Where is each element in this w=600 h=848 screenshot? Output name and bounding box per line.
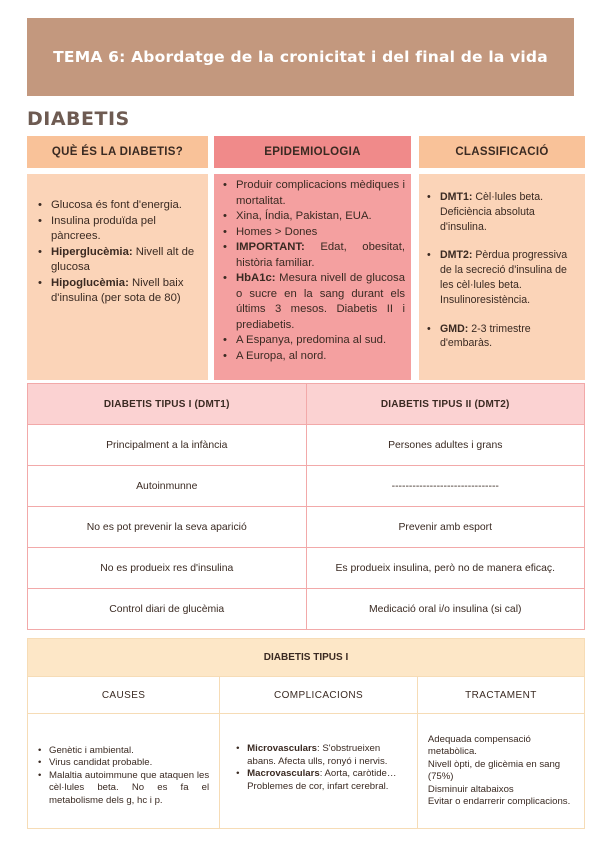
list-item: • Glucosa és font d'energia. [38,198,200,214]
comparison-table [27,383,585,630]
epidemiology-box [214,174,411,380]
treatment-line: Evitar o endarrerir complicacions. [427,796,571,807]
causes-cell [28,714,220,829]
table-cell: No es pot prevenir la seva aparició [28,507,307,548]
list-item: • Hipoglucèmia: Nivell baix d'insulina (per sota de 80) [38,276,200,307]
column-header-causes: CAUSES [28,677,220,714]
column-header-dmt1: DIABETIS TIPUS I (DMT1) [28,384,307,425]
table-cell: Medicació oral i/o insulina (si cal) [306,589,585,630]
list-item: • Homes > Dones [223,225,405,241]
heading-label: QUÈ ÉS LA DIABETIS? [51,146,184,158]
classification-box [419,174,585,380]
list-item: • GMD: 2-3 trimestre d'embaràs. [427,322,579,352]
treatment-cell [417,714,584,829]
heading-epidemiology [214,136,411,168]
table-row [28,714,585,829]
list-item: • A Espanya, predomina al sud. [223,333,405,349]
column-header-treatment: TRACTAMENT [417,677,584,714]
table-cell: Es produeix insulina, però no de manera eficaç. [306,548,585,589]
treatment-line: Disminuir altabaixos [427,783,514,795]
list-item: • Microvasculars: S'obstrueixen abans. Afecta ulls, ronyó i nervis. [236,743,405,768]
list-item: • Insulina produïda pel pàncrees. [38,214,200,245]
table-cell: Control diari de glucèmia [28,589,307,630]
list-item: • Hiperglucèmia: Nivell alt de glucosa [38,245,200,276]
table-cell: Autoinmunne [28,466,307,507]
heading-label: EPIDEMIOLOGIA [264,146,361,158]
list-item: • Xina, Índia, Pakistan, EUA. [223,209,405,225]
page-title-banner [27,18,574,96]
page-title: TEMA 6: Abordatge de la cronicitat i del final de la vida [53,48,548,66]
what-is-diabetes-list [38,198,200,307]
heading-classification [419,136,585,168]
heading-what-is-diabetes [27,136,208,168]
causes-list [38,745,209,808]
treatment-line: Nivell òpti, de glicèmia en sang (75%) [427,758,561,782]
section-title: DIABETIS [27,108,130,130]
list-item: • Virus candidat probable. [38,757,209,770]
list-item: • Macrovasculars: Aorta, caròtide… Problemes de cor, infart cerebral. [236,768,405,793]
column-header-complications: COMPLICACIONS [220,677,418,714]
table-cell: Principalment a la infància [28,425,307,466]
table-cell: Prevenir amb esport [306,507,585,548]
table-header-row [28,677,585,714]
type1-title: DIABETIS TIPUS I [28,639,585,677]
complications-list [236,743,405,793]
treatment-line: Adequada compensació metabòlica. [427,733,531,757]
what-is-diabetes-box [27,174,208,380]
table-row [28,466,585,507]
list-item: • IMPORTANT: Edat, obesitat, història familiar. [223,240,405,271]
list-item: • DMT2: Pèrdua progressiva de la secreció d'insulina de les cèl·lules beta. Insulinoresistència. [427,248,579,307]
heading-label: CLASSIFICACIÓ [455,146,549,158]
table-cell: No es produeix res d'insulina [28,548,307,589]
table-title-row [28,639,585,677]
table-row [28,548,585,589]
list-item: • Genètic i ambiental. [38,745,209,758]
column-header-dmt2: DIABETIS TIPUS II (DMT2) [306,384,585,425]
table-cell: ------------------------------- [306,466,585,507]
table-row [28,507,585,548]
table-cell: Persones adultes i grans [306,425,585,466]
type1-table [27,638,585,829]
list-item: • DMT1: Cèl·lules beta. Deficiència absoluta d'insulina. [427,190,579,234]
table-row [28,589,585,630]
list-item: • Produir complicacions mèdiques i mortalitat. [223,178,405,209]
table-header-row [28,384,585,425]
list-item: • A Europa, al nord. [223,349,405,365]
list-item: • HbA1c: Mesura nivell de glucosa o sucre en la sang durant els últims 3 mesos. Diabetis II i prediabetis. [223,271,405,333]
list-item: • Malaltia autoimmune que ataquen les cèl·lules beta. No es fa el metabolisme dels g, hc i p. [38,770,209,808]
classification-list [427,190,579,351]
epidemiology-list [223,178,405,364]
table-row [28,425,585,466]
complications-cell [220,714,418,829]
